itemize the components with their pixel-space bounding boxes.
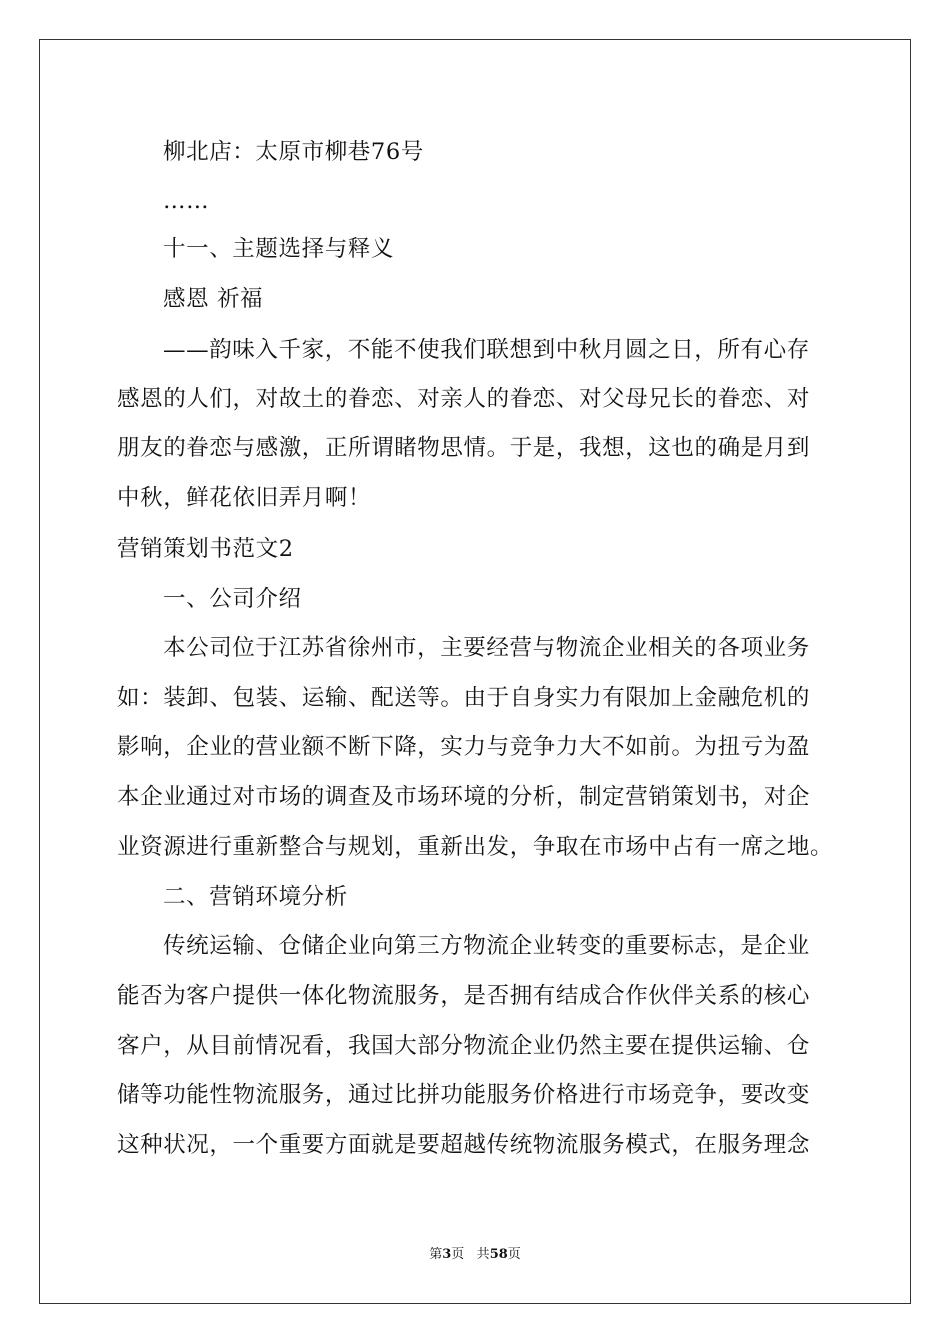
text-line: 传统运输、仓储企业向第三方物流企业转变的重要标志，是企业	[163, 933, 810, 959]
page-frame	[39, 39, 911, 1304]
text-line: 这种状况，一个重要方面就是要超越传统物流服务模式，在服务理念	[117, 1132, 811, 1158]
text-line: ……	[163, 188, 210, 214]
text-line: 如：装卸、包装、运输、配送等。由于自身实力有限加上金融危机的	[117, 685, 811, 711]
text-line: 朋友的眷恋与感激，正所谓睹物思情。于是，我想，这也的确是月到	[117, 435, 811, 461]
text-line: 储等功能性物流服务，通过比拼功能服务价格进行市场竞争，要改变	[117, 1082, 811, 1108]
text-line: 客户，从目前情况看，我国大部分物流企业仍然主要在提供运输、仓	[117, 1033, 811, 1059]
text-line: 影响，企业的营业额不断下降，实力与竞争力大不如前。为扭亏为盈	[117, 734, 811, 760]
text-line: 感恩 祈福	[163, 286, 264, 312]
text-line: 柳北店：太原市柳巷76号	[163, 139, 424, 165]
document-title: 营销策划书范文2	[117, 536, 294, 562]
text-line: 本公司位于江苏省徐州市，主要经营与物流企业相关的各项业务	[163, 635, 810, 661]
section-heading: 二、营销环境分析	[163, 884, 348, 910]
text-line: 本企业通过对市场的调查及市场环境的分析，制定营销策划书，对企	[117, 784, 811, 810]
text-line: 能否为客户提供一体化物流服务，是否拥有结成合作伙伴关系的核心	[117, 983, 811, 1009]
footer-total-prefix: 共	[476, 1247, 490, 1262]
section-heading: 一、公司介绍	[163, 586, 302, 612]
page-footer	[0, 1247, 950, 1263]
footer-page-number: 3	[442, 1247, 452, 1262]
footer-total-unit: 页	[507, 1247, 521, 1262]
footer-total-pages: 58	[489, 1247, 508, 1262]
text-line: ——韵味入千家，不能不使我们联想到中秋月圆之日，所有心存	[163, 337, 810, 363]
text-line: 中秋，鲜花依旧弄月啊！	[117, 485, 372, 511]
text-line: 感恩的人们，对故土的眷恋、对亲人的眷恋、对父母兄长的眷恋、对	[117, 386, 811, 412]
section-heading: 十一、主题选择与释义	[163, 236, 395, 262]
footer-prefix: 第	[429, 1247, 443, 1262]
text-line: 业资源进行重新整合与规划，重新出发，争取在市场中占有一席之地。	[117, 834, 834, 860]
footer-page-unit: 页	[451, 1247, 465, 1262]
